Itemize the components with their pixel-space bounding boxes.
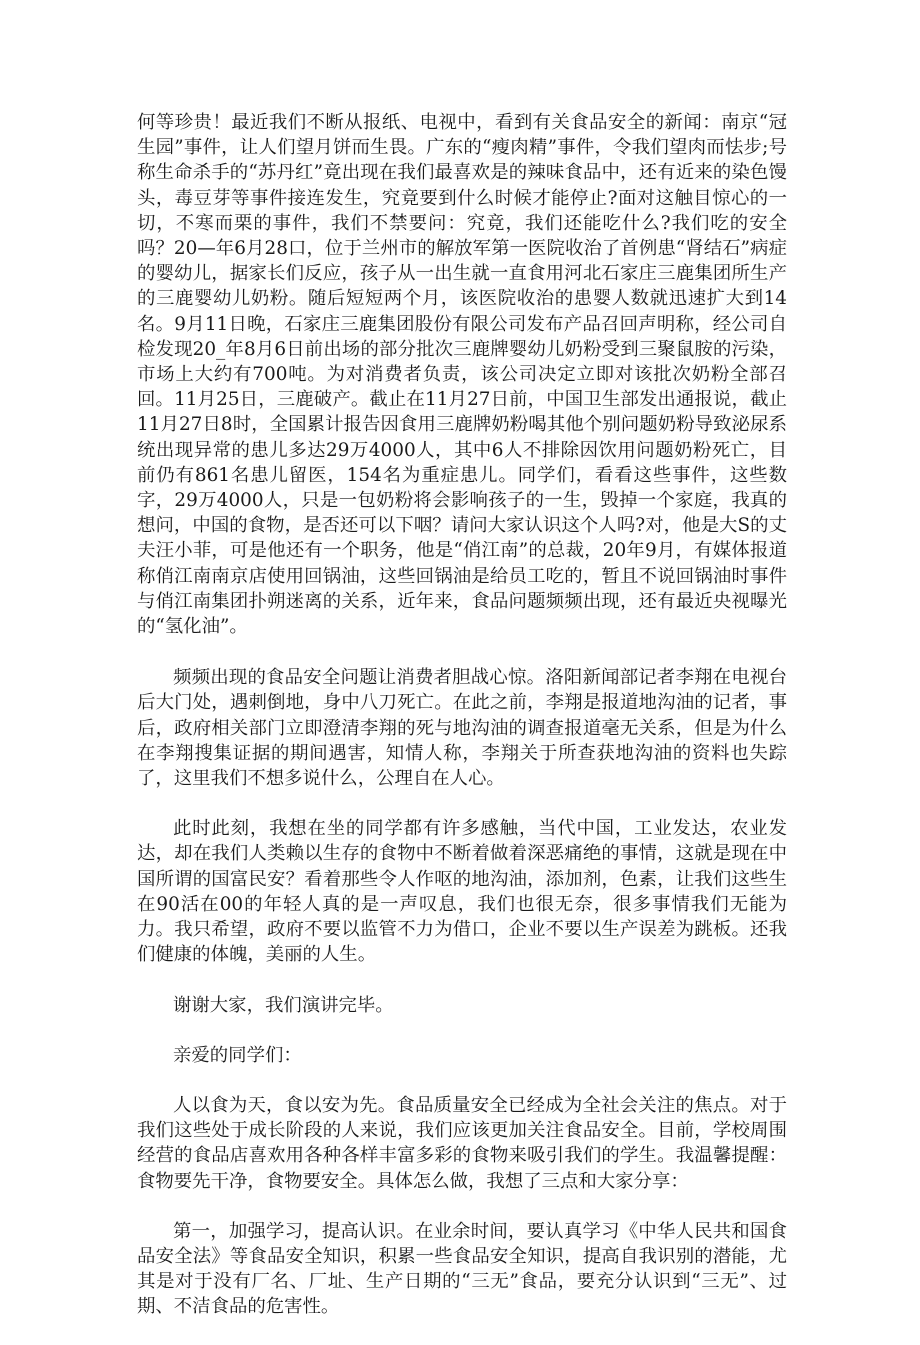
paragraph-point-one: 第一，加强学习，提高认识。在业余时间，要认真学习《中华人民共和国食品安全法》等食品安全知识，积累一些食品安全知识，提高自我识别的潜能，尤其是对于没有厂名、厂址、生产日期的“三无”食品，要充分认识到“三无”、过期、不洁食品的危害性。: [137, 1220, 787, 1318]
paragraph-reflection: 此时此刻，我想在坐的同学都有许多感触，当代中国，工业发达，农业发达，却在我们人类赖以生存的食物中不断着做着深恶痛绝的事情，这就是现在中国所谓的国富民安？看着那些令人作呕的地沟油，添加剂，色素，让我们这些生在90活在00的年轻人真的是一声叹息，我们也很无奈，很多事情我们无能为力。我只希望，政府不要以监管不力为借口，企业不要以生产误差为跳板。还我们健康的体魄，美丽的人生。: [137, 818, 787, 966]
paragraph-salutation: 亲爱的同学们：: [173, 1044, 302, 1066]
paragraph-introduction: 人以食为天，食以安为先。食品质量安全已经成为全社会关注的焦点。对于我们这些处于成长阶段的人来说，我们应该更加关注食品安全。目前，学校周围经营的食品店喜欢用各种各样丰富多彩的食物来吸引我们的学生。我温馨提醒：食物要先干净，食物要安全。具体怎么做，我想了三点和大家分享：: [137, 1094, 787, 1192]
paragraph-thanks: 谢谢大家，我们演讲完毕。: [173, 994, 394, 1016]
paragraph-reporter-li-xiang: 频频出现的食品安全问题让消费者胆战心惊。洛阳新闻部记者李翔在电视台后大门处，遇刺倒地，身中八刀死亡。在此之前，李翔是报道地沟油的记者，事后，政府相关部门立即澄清李翔的死与地沟油的调查报道毫无关系，但是为什么在李翔搜集证据的期间遇害，知情人称，李翔关于所查获地沟油的资料也失踪了，这里我们不想多说什么，公理自在人心。: [137, 667, 787, 790]
document-body: [137, 110, 787, 1345]
paragraph-food-safety-news: 何等珍贵！最近我们不断从报纸、电视中，看到有关食品安全的新闻：南京“冠生园”事件，让人们望月饼而生畏。广东的“瘦肉精”事件，令我们望肉而怯步;号称生命杀手的“苏丹红”竟出现在我们最喜欢是的辣味食品中，还有近来的染色馒头，毒豆芽等事件接连发生，究竟要到什么时候才能停止?面对这触目惊心的一切，不寒而栗的事件，我们不禁要问：究竟，我们还能吃什么?我们吃的安全吗？20—年6月28口，位于兰州市的解放军第一医院收治了首例患“肾结石”病症的婴幼儿，据家长们反应，孩子从一出生就一直食用河北石家庄三鹿集团所生产的三鹿婴幼儿奶粉。随后短短两个月，该医院收治的患婴人数就迅速扩大到14名。9月11日晚，石家庄三鹿集团股份有限公司发布产品召回声明称，经公司自检发现20_年8月6日前出场的部分批次三鹿牌婴幼儿奶粉受到三聚鼠胺的污染，市场上大约有700吨。为对消费者负责，该公司决定立即对该批次奶粉全部召回。11月25日，三鹿破产。截止在11月27日前，中国卫生部发出通报说，截止11月27日8时，全国累计报告因食用三鹿牌奶粉喝其他个别问题奶粉导致泌尿系统出现异常的患儿多达29万4000人，其中6人不排除因饮用问题奶粉死亡，目前仍有861名患儿留医，154名为重症患儿。同学们，看看这些事件，这些数字，29万4000人，只是一包奶粉将会影响孩子的一生，毁掉一个家庭，我真的想问，中国的食物，是否还可以下咽？请问大家认识这个人吗?对，他是大S的丈夫汪小菲，可是他还有一个职务，他是“俏江南”的总裁，20年9月，有媒体报道称俏江南南京店使用回锅油，这些回锅油是给员工吃的，暂且不说回锅油时事件与俏江南集团扑朔迷离的关系，近年来，食品问题频频出现，还有最近央视曝光的“氢化油”。: [137, 112, 787, 638]
